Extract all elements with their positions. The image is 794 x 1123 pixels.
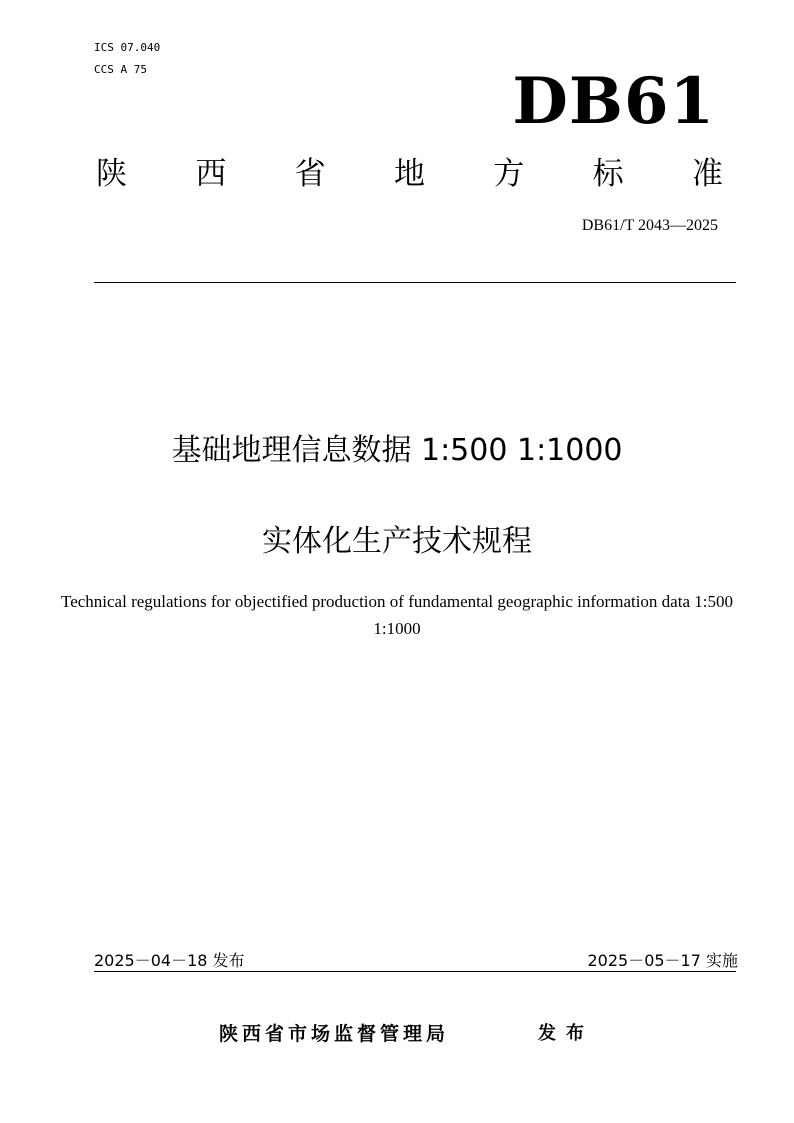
standard-number: DB61/T 2043—2025 (581, 217, 718, 234)
standard-type-char: 陕 (96, 156, 127, 192)
standard-type-char: 省 (294, 156, 326, 192)
ccs-code: CCS A 75 (94, 63, 147, 76)
issued-label: 发布 (538, 1023, 594, 1044)
header-divider (94, 282, 736, 283)
standard-type-char: 方 (493, 156, 525, 192)
document-title-line-2: 实体化生产技术规程 (262, 524, 532, 559)
document-title-line-1: 基础地理信息数据 1:500 1:1000 (171, 433, 623, 468)
issue-date: 2025－04－18 发布 (94, 951, 245, 970)
ics-code: ICS 07.040 (94, 41, 161, 54)
standard-type-char: 准 (691, 156, 723, 192)
standard-type-char: 西 (195, 156, 227, 192)
standard-type-char: 地 (393, 156, 425, 192)
issuing-authority: 陕西省市场监督管理局 (219, 1023, 450, 1045)
standard-type-heading (96, 154, 723, 194)
standard-type-char: 标 (592, 156, 624, 192)
implementation-date: 2025－05－17 实施 (587, 951, 738, 970)
footer-divider (94, 971, 736, 972)
english-title: Technical regulations for objectified production of fundamental geographic information data 1:500 1:1000 (61, 592, 733, 638)
standard-logo: DB61 (512, 64, 715, 139)
